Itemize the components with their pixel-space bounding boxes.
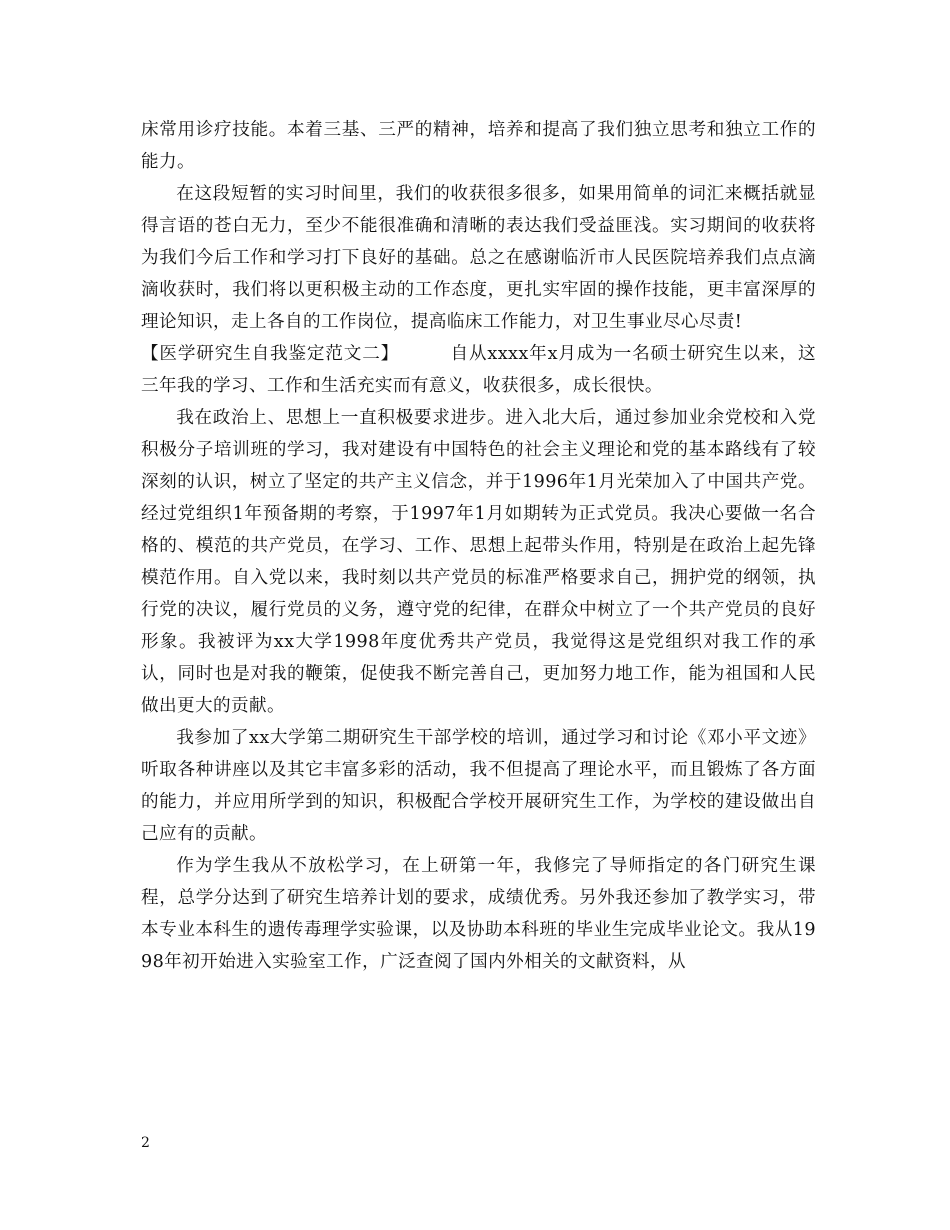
paragraph-clinical-skills: 床常用诊疗技能。本着三基、三严的精神，培养和提高了我们独立思考和独立工作的能力。 [141,120,816,172]
section-heading: 【医学研究生自我鉴定范文二】 [141,344,400,364]
paragraph-political-progress: 我在政治上、思想上一直积极要求进步。进入北大后，通过参加业余党校和入党积极分子培训班的学习，我对建设有中国特色的社会主义理论和党的基本路线有了较深刻的认识，树立了坚定的共产主义信念，并于1996年1月光荣加入了中国共产党。经过党组织1年预备期的考察，于1997年1月如期转为正式党员。我决心要做一名合格的、模范的共产党员，在学习、工作、思想上起带头作用，特别是在政治上起先锋模范作用。自入党以来，我时刻以共产党员的标准严格要求自己，拥护党的纲领，执行党的决议，履行党员的义务，遵守党的纪律，在群众中树立了一个共产党员的良好形象。我被评为xx大学1998年度优秀共产党员，我觉得这是党组织对我工作的承认，同时也是对我的鞭策，促使我不断完善自己，更加努力地工作，能为祖国和人民做出更大的贡献。 [141,408,816,716]
paragraph-cadre-training: 我参加了xx大学第二期研究生干部学校的培训，通过学习和讨论《邓小平文迹》听取各种讲座以及其它丰富多彩的活动，我不但提高了理论水平，而且锻炼了各方面的能力，并应用所学到的知识，积极配合学校开展研究生工作，为学校的建设做出自己应有的贡献。 [141,728,816,844]
document-body [141,114,816,978]
section-intro-text: 自从xxxx年x月成为一名硕士研究生以来，这三年我的学习、工作和生活充实而有意义，收获很多，成长很快。 [141,344,816,396]
paragraph-studies: 作为学生我从不放松学习，在上研第一年，我修完了导师指定的各门研究生课程，总学分达到了研究生培养计划的要求，成绩优秀。另外我还参加了教学实习，带本专业本科生的遗传毒理学实验课，以及协助本科班的毕业生完成毕业论文。我从1998年初开始进入实验室工作，广泛查阅了国内外相关的文献资料，从 [141,856,816,972]
page-number: 2 [141,1135,150,1151]
paragraph-sample-two-intro [141,338,816,402]
paragraph-internship-gains: 在这段短暂的实习时间里，我们的收获很多很多，如果用简单的词汇来概括就显得言语的苍白无力，至少不能很准确和清晰的表达我们受益匪浅。实习期间的收获将为我们今后工作和学习打下良好的基础。总之在感谢临沂市人民医院培养我们点点滴滴收获时，我们将以更积极主动的工作态度，更扎实牢固的操作技能，更丰富深厚的理论知识，走上各自的工作岗位，提高临床工作能力，对卫生事业尽心尽责! [141,184,816,332]
